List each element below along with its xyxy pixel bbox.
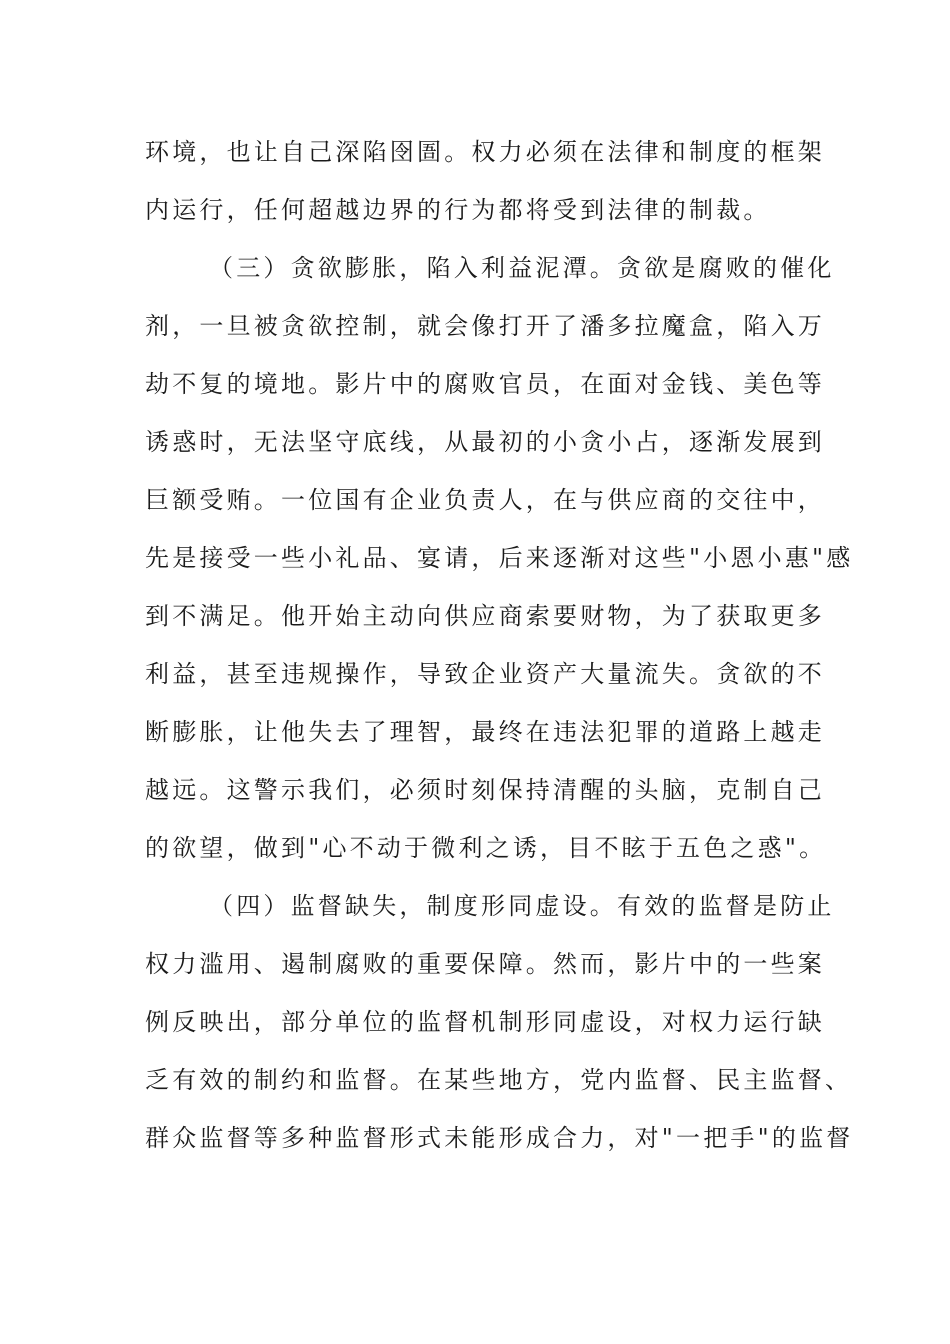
text-line: 群众监督等多种监督形式未能形成合力，对"一把手"的监督 bbox=[145, 1124, 854, 1152]
text-line: 环境，也让自己深陷囹圄。权力必须在法律和制度的框架 bbox=[145, 138, 825, 166]
text-line: 内运行，任何超越边界的行为都将受到法律的制裁。 bbox=[145, 196, 771, 224]
text-line: 诱惑时，无法坚守底线，从最初的小贪小占，逐渐发展到 bbox=[145, 428, 825, 456]
text-line: 巨额受贿。一位国有企业负责人，在与供应商的交往中， bbox=[145, 486, 825, 514]
text-line: 越远。这警示我们，必须时刻保持清醒的头脑，克制自己 bbox=[145, 776, 825, 804]
text-line: 的欲望，做到"心不动于微利之诱，目不眩于五色之惑"。 bbox=[145, 834, 827, 862]
text-line: 剂，一旦被贪欲控制，就会像打开了潘多拉魔盒，陷入万 bbox=[145, 312, 825, 340]
text-line: 劫不复的境地。影片中的腐败官员，在面对金钱、美色等 bbox=[145, 370, 825, 398]
text-line: 例反映出，部分单位的监督机制形同虚设，对权力运行缺 bbox=[145, 1008, 825, 1036]
text-line: 权力滥用、遏制腐败的重要保障。然而，影片中的一些案 bbox=[145, 950, 825, 978]
section-heading-line: （三）贪欲膨胀，陷入利益泥潭。贪欲是腐败的催化 bbox=[209, 254, 835, 282]
text-line: 利益，甚至违规操作，导致企业资产大量流失。贪欲的不 bbox=[145, 660, 825, 688]
section-heading-line: （四）监督缺失，制度形同虚设。有效的监督是防止 bbox=[209, 892, 835, 920]
text-line: 乏有效的制约和监督。在某些地方，党内监督、民主监督、 bbox=[145, 1066, 853, 1094]
text-line: 到不满足。他开始主动向供应商索要财物，为了获取更多 bbox=[145, 602, 825, 630]
text-line: 先是接受一些小礼品、宴请，后来逐渐对这些"小恩小惠"感 bbox=[145, 544, 854, 572]
text-line: 断膨胀，让他失去了理智，最终在违法犯罪的道路上越走 bbox=[145, 718, 825, 746]
